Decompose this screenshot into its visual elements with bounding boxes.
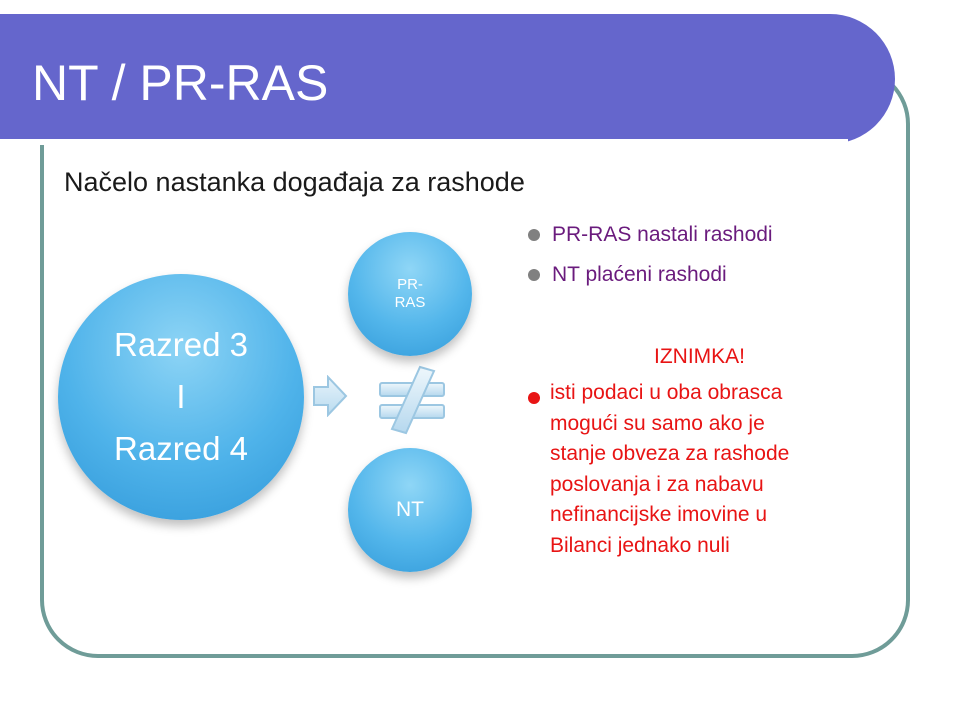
exception-line: Bilanci jednako nuli [550, 533, 730, 557]
exception-line: poslovanja i za nabavu [550, 472, 764, 496]
nt-label: NT [396, 498, 424, 521]
title-bar [0, 14, 895, 144]
bullet-dot-icon [528, 229, 540, 241]
slide-title: NT / PR-RAS [32, 55, 329, 111]
bullet-text: PR-RAS nastali rashodi [552, 223, 773, 246]
exception-line: stanje obveza za rashode [550, 442, 790, 465]
pr-ras-circle [348, 232, 472, 356]
exception-line: mogući su samo ako je [550, 411, 765, 435]
not-equal-icon [376, 365, 448, 435]
slide-subtitle: Načelo nastanka događaja za rashode [64, 167, 525, 197]
bullet-dot-icon [528, 269, 540, 281]
title-underline [0, 139, 848, 145]
exception-text [550, 378, 913, 561]
exception-line: nefinancijske imovine u [550, 503, 768, 526]
list-item [528, 260, 773, 300]
exception-line: isti podaci u oba obrasca [550, 381, 783, 404]
razred-circle [58, 274, 304, 520]
exception-heading: IZNIMKA! [654, 345, 746, 368]
definition-list [528, 220, 773, 300]
exception-item [528, 378, 913, 561]
pr-ras-label-line1: PR- [397, 276, 423, 293]
pr-ras-label-line2: RAS [394, 294, 426, 311]
razred-3-label: Razred 3 [114, 326, 248, 363]
nt-circle [348, 448, 472, 572]
exception-bullet-dot-icon [528, 392, 540, 404]
razred-conjunction-label: I [176, 378, 186, 415]
razred-4-label: Razred 4 [114, 430, 248, 467]
right-arrow-icon [312, 375, 348, 417]
bullet-text: NT plaćeni rashodi [552, 263, 727, 286]
list-item [528, 220, 773, 260]
